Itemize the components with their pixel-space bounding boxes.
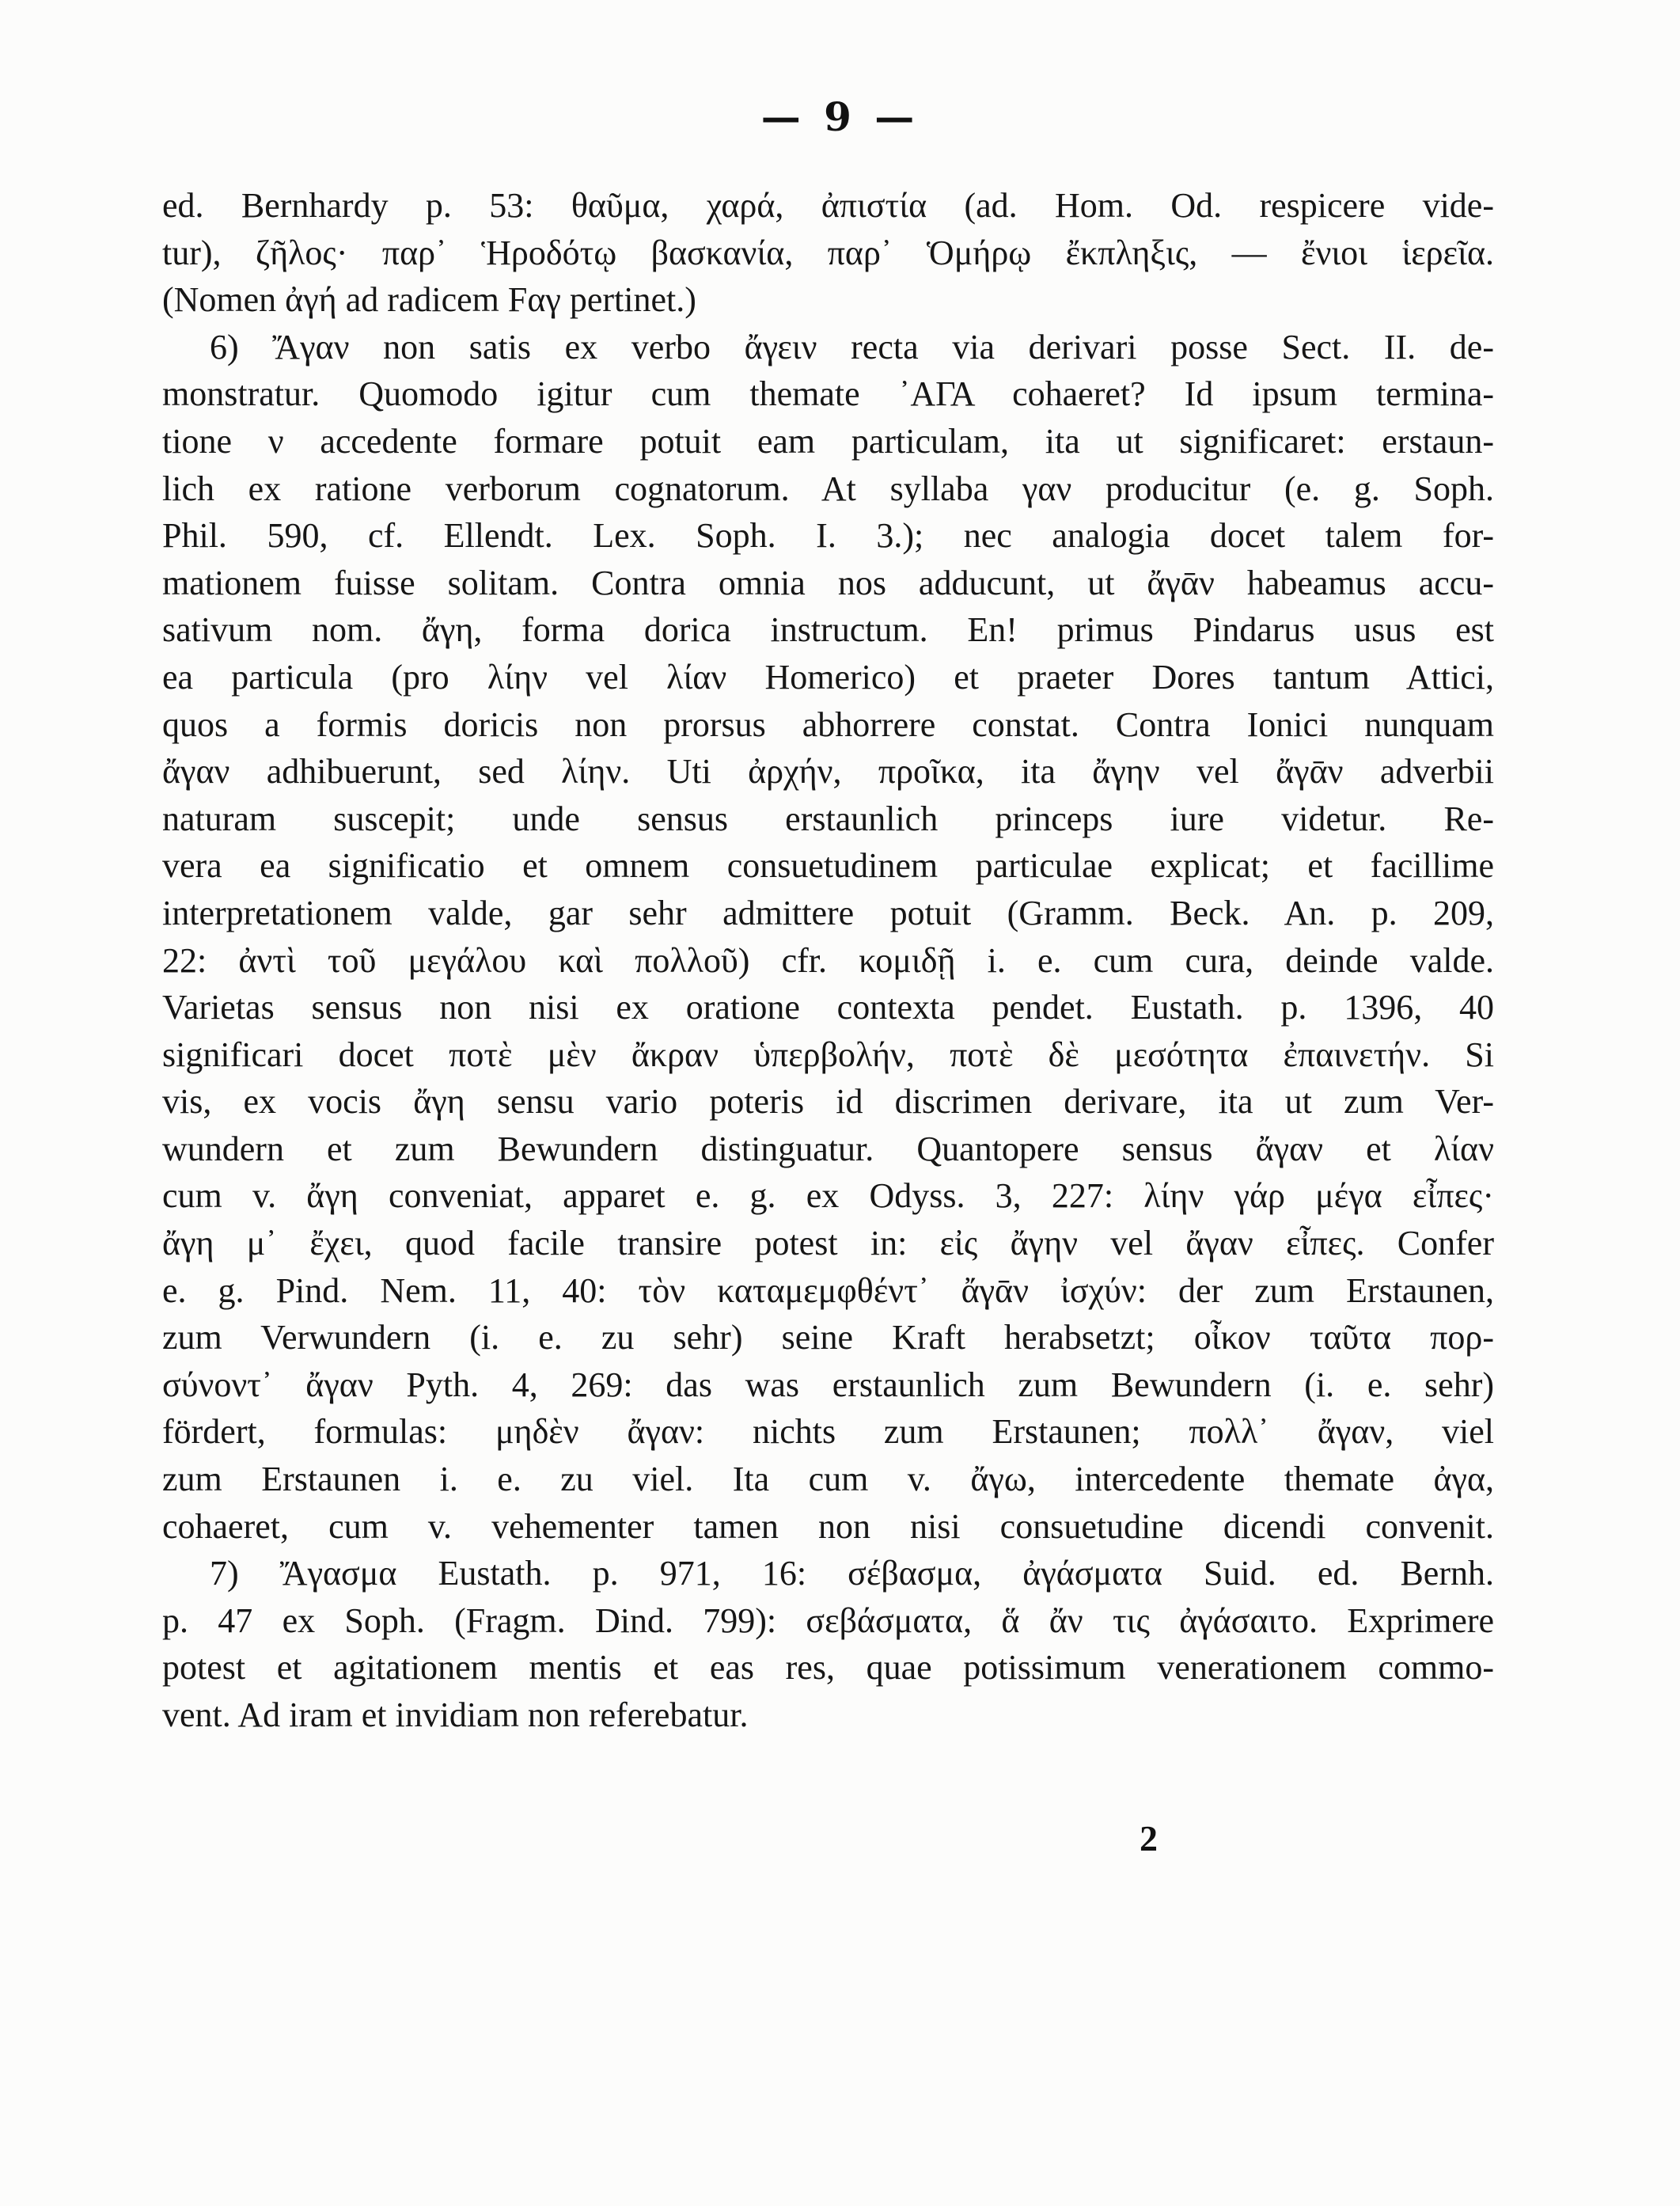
- page-number: — 9 —: [760, 93, 920, 140]
- text-line: ἄγαν adhibuerunt, sed λίην. Uti ἀρχήν, προῖκα, ita ἄγην vel ἄγᾱν adverbii: [162, 752, 1494, 792]
- body-text: [162, 182, 1494, 1739]
- text-line: mationem fuisse solitam. Contra omnia nos adducunt, ut ἄγᾱν habeamus accu-: [162, 563, 1494, 602]
- text-line: significari docet ποτὲ μὲν ἄκραν ὑπερβολήν, ποτὲ δὲ μεσότητα ἐπαινετήν. Si: [162, 1035, 1494, 1074]
- text-line: p. 47 ex Soph. (Fragm. Dind. 799): σεβάσματα, ἅ ἄν τις ἀγάσαιτο. Exprimere: [162, 1600, 1494, 1640]
- signature-mark: 2: [1140, 1818, 1158, 1859]
- text-line: (Nomen ἀγή ad radicem Fαγ pertinet.): [162, 280, 696, 320]
- text-line: naturam suscepit; unde sensus erstaunlich princeps iure videtur. Re-: [162, 799, 1494, 838]
- text-line: wundern et zum Bewundern distinguatur. Quantopere sensus ἄγαν et λίαν: [162, 1129, 1494, 1168]
- text-line: quos a formis doricis non prorsus abhorrere constat. Contra Ionici nunquam: [162, 704, 1494, 744]
- text-line: tur), ζῆλος· παρ᾽ Ἡροδότῳ βασκανία, παρ᾽ Ὁμήρῳ ἔκπληξις, — ἔνιοι ἱερεῖα.: [162, 233, 1494, 272]
- text-line: σύνοντ᾽ ἄγαν Pyth. 4, 269: das was erstaunlich zum Bewundern (i. e. sehr): [162, 1365, 1494, 1404]
- text-line: 22: ἀντὶ τοῦ μεγάλου καὶ πολλοῦ) cfr. κομιδῇ i. e. cum cura, deinde valde.: [162, 940, 1494, 980]
- text-line: 6) Ἄγαν non satis ex verbo ἄγειν recta via derivari posse Sect. II. de-: [210, 327, 1494, 366]
- text-line: vis, ex vocis ἄγη sensu vario poteris id discrimen derivare, ita ut zum Ver-: [162, 1082, 1494, 1122]
- text-line: zum Erstaunen i. e. zu viel. Ita cum v. ἄγω, intercedente themate ἀγα,: [162, 1460, 1494, 1499]
- text-line: ea particula (pro λίην vel λίαν Homerico) et praeter Dores tantum Attici,: [162, 657, 1494, 697]
- text-line: interpretationem valde, gar sehr admittere potuit (Gramm. Beck. An. p. 209,: [162, 893, 1494, 932]
- text-line: cohaeret, cum v. vehementer tamen non nisi consuetudine dicendi convenit.: [162, 1506, 1494, 1546]
- text-line: ἄγη μ᾽ ἔχει, quod facile transire potest in: εἰς ἄγην vel ἄγαν εἶπες. Confer: [162, 1224, 1494, 1263]
- text-line: fördert, formulas: μηδὲν ἄγαν: nichts zum Erstaunen; πολλ᾽ ἄγαν, viel: [162, 1412, 1494, 1452]
- text-line: Phil. 590, cf. Ellendt. Lex. Soph. I. 3.); nec analogia docet talem for-: [162, 516, 1494, 556]
- text-line: sativum nom. ἄγη, forma dorica instructum. En! primus Pindarus usus est: [162, 610, 1494, 650]
- text-line: monstratur. Quomodo igitur cum themate ᾿ΑΓΑ cohaeret? Id ipsum termina-: [162, 374, 1494, 414]
- text-line: cum v. ἄγη conveniat, apparet e. g. ex Odyss. 3, 227: λίην γάρ μέγα εἶπες·: [162, 1176, 1494, 1216]
- text-line: lich ex ratione verborum cognatorum. At syllaba γαν producitur (e. g. Soph.: [162, 469, 1494, 508]
- text-line: e. g. Pind. Nem. 11, 40: τὸν καταμεμφθέντ᾽ ἄγᾱν ἰσχύν: der zum Erstaunen,: [162, 1270, 1494, 1310]
- text-line: 7) Ἄγασμα Eustath. p. 971, 16: σέβασμα, ἀγάσματα Suid. ed. Bernh.: [210, 1554, 1494, 1593]
- text-line: vent. Ad iram et invidiam non referebatur.: [162, 1695, 749, 1734]
- text-line: vera ea significatio et omnem consuetudinem particulae explicat; et facillime: [162, 846, 1494, 886]
- text-line: tione ν accedente formare potuit eam particulam, ita ut significaret: erstaun-: [162, 421, 1494, 461]
- text-line: potest et agitationem mentis et eas res, quae potissimum venerationem commo-: [162, 1648, 1494, 1688]
- text-line: zum Verwundern (i. e. zu sehr) seine Kraft herabsetzt; οἶκον ταῦτα πορ-: [162, 1318, 1494, 1357]
- text-line: Varietas sensus non nisi ex oratione contexta pendet. Eustath. p. 1396, 40: [162, 988, 1494, 1027]
- text-line: ed. Bernhardy p. 53: θαῦμα, χαρά, ἀπιστία (ad. Hom. Od. respicere vide-: [162, 186, 1494, 225]
